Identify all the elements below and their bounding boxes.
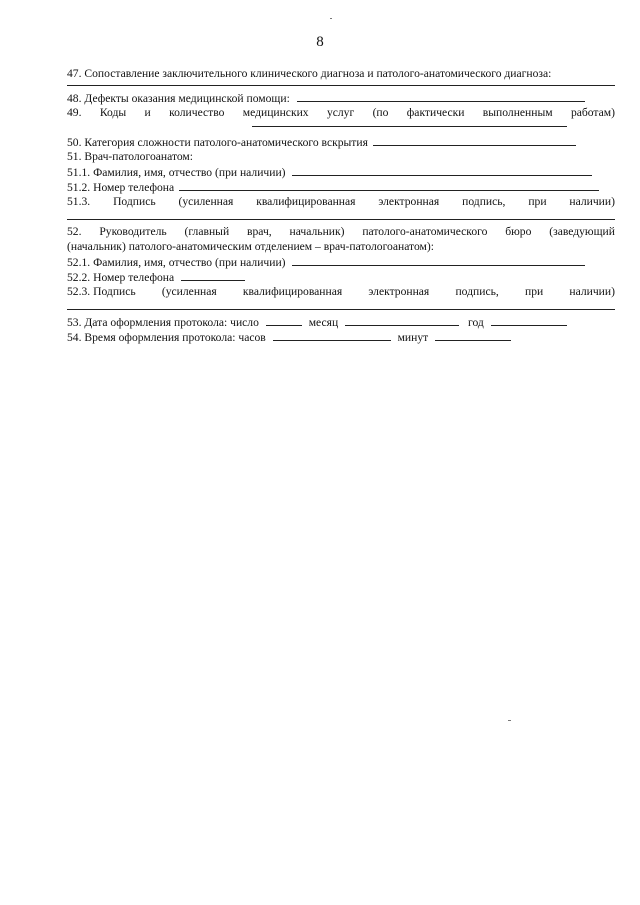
item-49-word: (по — [372, 106, 389, 119]
item-51-2-label: 51.2. Номер телефона — [67, 181, 175, 194]
item-53-month-label: месяц — [308, 316, 339, 329]
item-52-word: (главный — [184, 225, 230, 238]
item-50 — [67, 134, 615, 149]
item-51-3-word: при — [528, 195, 547, 208]
item-52-1 — [67, 254, 615, 269]
item-51-3 — [67, 194, 615, 209]
scan-speck — [508, 720, 511, 721]
item-52-word: патолого-анатомического — [362, 225, 488, 238]
item-49-word: фактически — [406, 106, 465, 119]
item-52-word: начальник) — [289, 225, 345, 238]
item-49-word: и — [144, 106, 151, 119]
item-52-3-word: (усиленная — [161, 285, 217, 298]
item-54-minutes-field[interactable] — [435, 329, 511, 341]
item-49-answer-line[interactable] — [252, 126, 567, 127]
item-52-2 — [67, 269, 615, 284]
page-number: 8 — [316, 34, 324, 50]
item-49-word: выполненным — [482, 106, 553, 119]
item-52-3-word: наличии) — [569, 285, 615, 298]
item-52-3-word: квалифицированная — [242, 285, 343, 298]
item-53 — [67, 314, 615, 329]
item-52-word: (заведующий — [549, 225, 615, 238]
item-52-3-word: при — [524, 285, 544, 298]
item-53-label: 53. Дата оформления протокола: число — [67, 316, 259, 329]
item-50-label: 50. Категория сложности патолого-анатомического вскрытия — [67, 136, 368, 149]
item-52-word: врач, — [247, 225, 272, 238]
item-51-1 — [67, 164, 615, 179]
item-49-word: услуг — [326, 106, 355, 119]
item-51-1-label: 51.1. Фамилия, имя, отчество (при наличии) — [67, 166, 286, 179]
item-52-1-label: 52.1. Фамилия, имя, отчество (при наличии) — [67, 256, 286, 269]
item-51-3-word: электронная — [378, 195, 440, 208]
item-51-3-word: подпись, — [462, 195, 506, 208]
item-47 — [67, 66, 615, 81]
item-52 — [67, 224, 615, 239]
item-53-month-field[interactable] — [345, 314, 459, 326]
item-52-1-field[interactable] — [292, 254, 585, 266]
scan-speck — [330, 18, 332, 19]
item-53-day-field[interactable] — [266, 314, 302, 326]
item-51-3-word: (усиленная — [178, 195, 234, 208]
item-51-3-word: Подпись — [113, 195, 156, 208]
item-49 — [67, 105, 615, 120]
item-52-3-word: электронная — [368, 285, 430, 298]
protocol-form — [67, 66, 615, 344]
item-50-field[interactable] — [373, 134, 576, 146]
item-52-3 — [67, 284, 615, 299]
item-52-label-continued: (начальник) патолого-анатомическим отделением – врач-патологоанатом): — [67, 240, 434, 253]
item-51-2 — [67, 179, 615, 194]
item-49-word: 49. — [67, 106, 82, 119]
item-49-word: работам) — [570, 106, 615, 119]
item-49-word: Коды — [99, 106, 127, 119]
item-52-3-word: 52.3. Подпись — [67, 285, 136, 298]
item-52-3-word: подпись, — [455, 285, 499, 298]
item-51-3-word: квалифицированная — [256, 195, 356, 208]
item-51-label: 51. Врач-патологоанатом: — [67, 150, 193, 163]
item-51-3-word: 51.3. — [67, 195, 91, 208]
item-52-word: бюро — [505, 225, 532, 238]
item-52-2-field[interactable] — [181, 269, 245, 281]
item-47-label: 47. Сопоставление заключительного клинического диагноза и патолого-анатомического диагноза: — [67, 67, 552, 80]
item-51-1-field[interactable] — [292, 164, 592, 176]
item-49-word: количество — [169, 106, 225, 119]
item-53-year-field[interactable] — [491, 314, 567, 326]
item-54-label: 54. Время оформления протокола: часов — [67, 331, 266, 344]
item-51-3-word: наличии) — [569, 195, 615, 208]
item-54-minutes-label: минут — [397, 331, 429, 344]
item-52-word: 52. — [67, 225, 82, 238]
item-54 — [67, 329, 615, 344]
item-48-label: 48. Дефекты оказания медицинской помощи: — [67, 92, 290, 105]
item-52-2-label: 52.2. Номер телефона — [67, 271, 175, 284]
item-52-continued — [67, 239, 615, 254]
item-49-word: медицинских — [242, 106, 309, 119]
item-48-field[interactable] — [297, 90, 585, 102]
item-54-hours-field[interactable] — [273, 329, 391, 341]
item-52-word: Руководитель — [99, 225, 167, 238]
item-51 — [67, 149, 615, 164]
item-53-year-label: год — [467, 316, 484, 329]
item-48 — [67, 90, 615, 105]
item-51-2-field[interactable] — [179, 179, 599, 191]
